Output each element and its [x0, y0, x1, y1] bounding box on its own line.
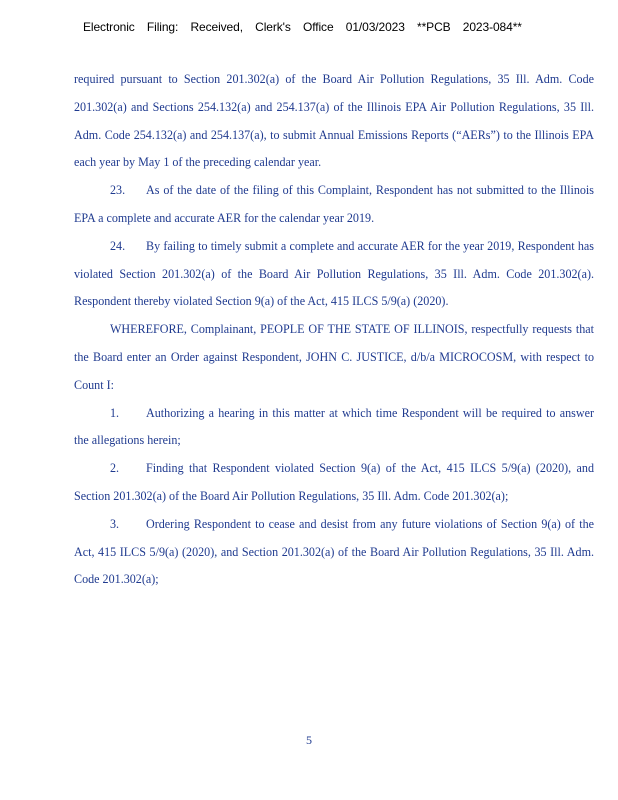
paragraph-24 [74, 233, 594, 316]
paragraph-number: 23. [110, 183, 126, 198]
relief-text: Finding that Respondent violated Section 9(a) of the Act, 415 ILCS 5/9(a) (2020), and Section 201.302(a) of the Board Air Pollution Regulations, 35 Ill. Adm. Code 201.302(a); [74, 461, 594, 503]
paragraph-number: 24. [110, 238, 126, 253]
paragraph-continuation: required pursuant to Section 201.302(a) of the Board Air Pollution Regulations, 35 Ill. Adm. Code 201.302(a) and Sections 254.132(a) and 254.137(a) of the Illinois EPA Air Pollution Regulations, 35 Ill. Adm. Code 254.132(a) and 254.137(a), to submit Annual Emissions Reports (“AERs”) to the Illinois EPA each year by May 1 of the preceding calendar year. [74, 72, 594, 170]
filing-stamp-header: Electronic Filing: Received, Clerk's Office 01/03/2023 **PCB 2023-084** [83, 20, 522, 34]
paragraph-text: By failing to timely submit a complete and accurate AER for the year 2019, Respondent has violated Section 201.302(a) of the Board Air Pollution Regulations, 35 Ill. Adm. Code 201.302(a). Respondent thereby violated Section 9(a) of the Act, 415 ILCS 5/9(a) (2020). [74, 238, 594, 309]
paragraph-23 [74, 177, 594, 233]
relief-text: Authorizing a hearing in this matter at which time Respondent will be required to answer the allegations herein; [74, 405, 594, 448]
relief-item-1 [74, 400, 594, 456]
wherefore-clause: WHEREFORE, Complainant, PEOPLE OF THE STATE OF ILLINOIS, respectfully requests that the Board enter an Order against Respondent, JOHN C. JUSTICE, d/b/a MICROCOSM, with respect to Count I: [74, 322, 594, 392]
relief-number: 2. [110, 461, 120, 476]
page-number: 5 [306, 733, 312, 747]
relief-number: 3. [110, 516, 120, 531]
document-body [74, 66, 594, 594]
relief-item-2 [74, 455, 594, 511]
relief-text: Ordering Respondent to cease and desist from any future violations of Section 9(a) of the Act, 415 ILCS 5/9(a) (2020), and Section 201.302(a) of the Board Air Pollution Regulations, 35 Ill. Adm. Code 201.302(a); [74, 516, 594, 587]
paragraph-text: As of the date of the filing of this Complaint, Respondent has not submitted to the Illinois EPA a complete and accurate AER for the calendar year 2019. [74, 183, 594, 225]
relief-number: 1. [110, 405, 120, 420]
relief-item-3 [74, 511, 594, 594]
